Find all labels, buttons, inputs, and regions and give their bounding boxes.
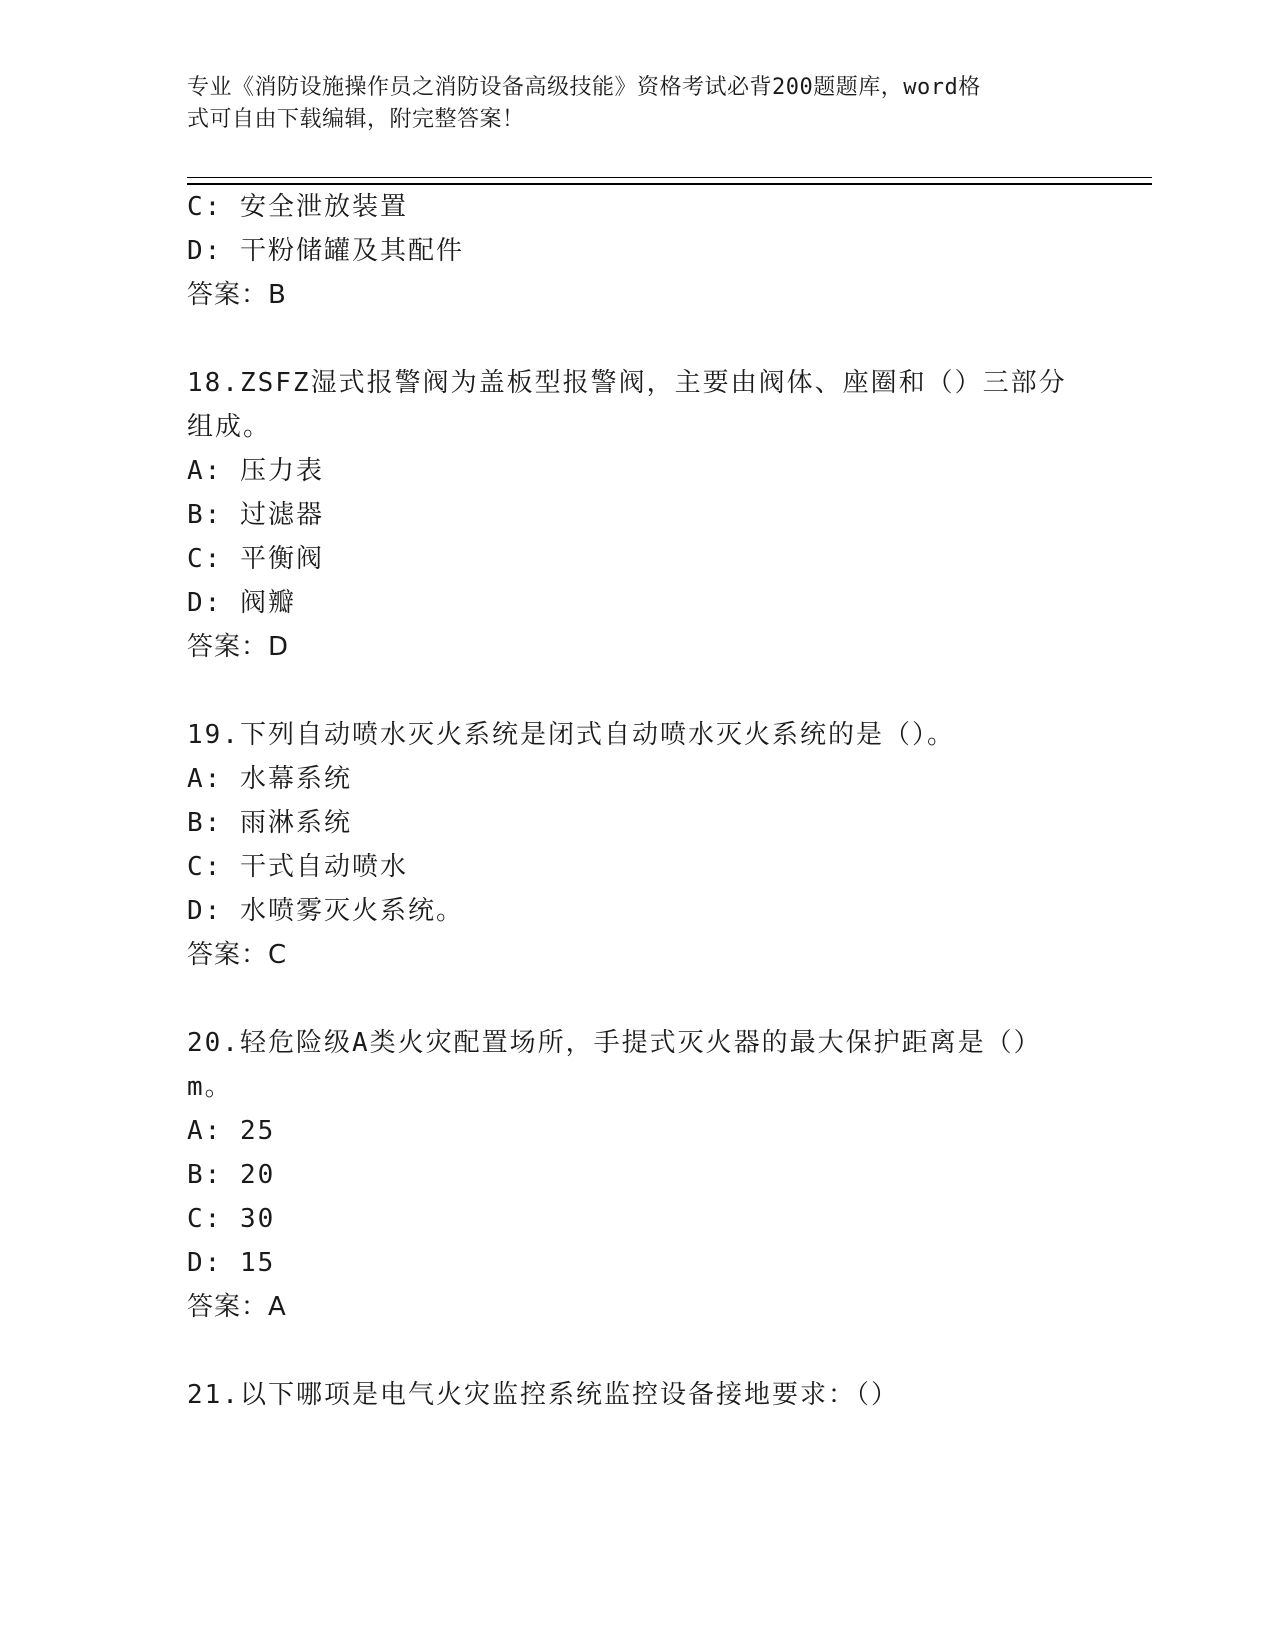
question-19-answer: 答案：C (187, 940, 288, 970)
document-header (187, 72, 1067, 136)
question-19-stem: 19.下列自动喷水灭火系统是闭式自动喷水灭火系统的是（）。 (187, 720, 955, 750)
question-19-option-c: C: 干式自动喷水 (187, 852, 408, 882)
question-18-stem-line-2: 组成。 (187, 412, 272, 442)
question-18-option-a: A: 压力表 (187, 456, 324, 486)
question-20-option-a: A: 25 (187, 1116, 276, 1146)
header-line-2: 式可自由下载编辑，附完整答案！ (187, 107, 525, 132)
question-18-option-d: D: 阀瓣 (187, 588, 296, 618)
prev-option-d: D: 干粉储罐及其配件 (187, 236, 464, 266)
question-20-option-c: C: 30 (187, 1204, 276, 1234)
prev-answer: 答案：B (187, 280, 287, 310)
question-20-stem-line-1: 20.轻危险级A类火灾配置场所，手提式灭火器的最大保护距离是（） (187, 1028, 1042, 1058)
question-20-answer: 答案：A (187, 1292, 287, 1322)
question-18-option-c: C: 平衡阀 (187, 544, 324, 574)
question-20-option-d: D: 15 (187, 1248, 276, 1278)
question-20-stem-line-2: m。 (187, 1072, 233, 1102)
question-19-option-d: D: 水喷雾灭火系统。 (187, 896, 464, 926)
header-divider-thick (187, 183, 1152, 185)
question-18-option-b: B: 过滤器 (187, 500, 324, 530)
question-18-answer: 答案：D (187, 632, 290, 662)
question-19-option-a: A: 水幕系统 (187, 764, 352, 794)
header-line-1: 专业《消防设施操作员之消防设备高级技能》资格考试必背200题题库，word格 (187, 75, 981, 100)
prev-option-c: C: 安全泄放装置 (187, 192, 408, 222)
question-21-stem: 21.以下哪项是电气火灾监控系统监控设备接地要求：（） (187, 1380, 899, 1410)
question-19-option-b: B: 雨淋系统 (187, 808, 352, 838)
question-18-stem-line-1: 18.ZSFZ湿式报警阀为盖板型报警阀，主要由阀体、座圈和（）三部分 (187, 368, 1067, 398)
header-divider-thin (187, 177, 1152, 178)
question-20-option-b: B: 20 (187, 1160, 276, 1190)
